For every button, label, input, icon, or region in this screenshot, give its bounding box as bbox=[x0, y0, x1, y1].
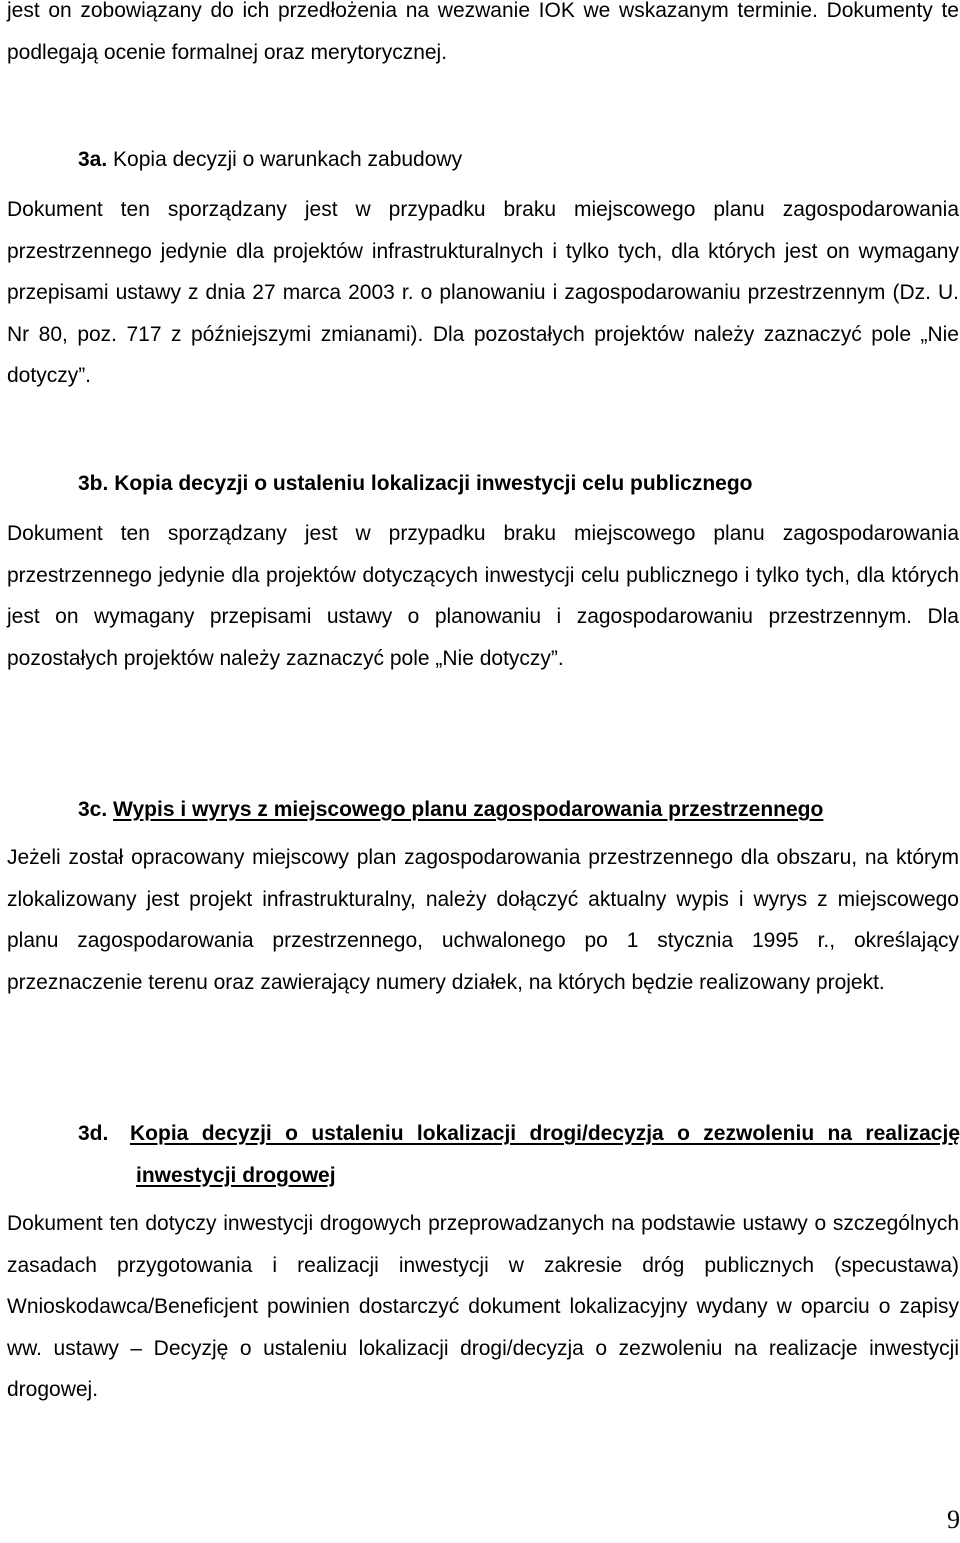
section-body-3c: Jeżeli został opracowany miejscowy plan zagospodarowania przestrzennego dla obszaru, na którym zlokalizowany jest projekt infrastrukturalny, należy dołączyć aktualny wypis i wyrys z miejscowego planu zagospodarowania przestrzennego, uchwalonego po 1 stycznia 1995 r., określający przeznaczenie terenu oraz zawierający numery działek, na których będzie realizowany projekt. bbox=[7, 846, 959, 994]
section-number-3b: 3b. bbox=[78, 472, 109, 495]
section-title-3d: Kopia decyzji o ustaleniu lokalizacji drogi/decyzja o zezwoleniu na realizację inwestycji drogowej bbox=[130, 1122, 960, 1187]
section-title-3b: Kopia decyzji o ustaleniu lokalizacji inwestycji celu publicznego bbox=[114, 472, 753, 495]
section-number-3c: 3c. bbox=[78, 798, 108, 821]
section-number-3d: 3d. bbox=[78, 1122, 109, 1145]
page-number: 9 bbox=[947, 1505, 960, 1534]
section-number-3a: 3a. bbox=[78, 148, 108, 171]
section-heading-3b bbox=[78, 463, 753, 505]
section-body-3b: Dokument ten sporządzany jest w przypadku braku miejscowego planu zagospodarowania przestrzennego jedynie dla projektów dotyczących inwestycji celu publicznego i tylko tych, dla których jest on wymagany przepisami ustawy o planowaniu i zagospodarowaniu przestrzennym. Dla pozostałych projektów należy zaznaczyć pole „Nie dotyczy”. bbox=[7, 522, 959, 670]
section-title-3c: Wypis i wyrys z miejscowego planu zagospodarowania przestrzennego bbox=[113, 798, 824, 821]
section-body-3a: Dokument ten sporządzany jest w przypadku braku miejscowego planu zagospodarowania przestrzennego jedynie dla projektów infrastrukturalnych i tylko tych, dla których jest on wymagany przepisami ustawy z dnia 27 marca 2003 r. o planowaniu i zagospodarowaniu przestrzennym (Dz. U. Nr 80, poz. 717 z późniejszymi zmianami). Dla pozostałych projektów należy zaznaczyć pole „Nie dotyczy”. bbox=[7, 198, 959, 387]
intro-paragraph: jest on zobowiązany do ich przedłożenia na wezwanie IOK we wskazanym terminie. Dokumenty te podlegają ocenie formalnej oraz merytorycznej. bbox=[7, 0, 959, 64]
section-body-3d: Dokument ten dotyczy inwestycji drogowych przeprowadzanych na podstawie ustawy o szczególnych zasadach przygotowania i realizacji inwestycji w zakresie dróg publicznych (specustawa) Wnioskodawca/Beneficjent powinien dostarczyć dokument lokalizacyjny wydany w oparciu o zapisy ww. ustawy – Decyzję o ustaleniu lokalizacji drogi/decyzja o zezwoleniu na realizacje inwestycji drogowej. bbox=[7, 1212, 959, 1401]
section-heading-3d bbox=[78, 1113, 960, 1196]
section-heading-3a bbox=[78, 139, 462, 181]
section-heading-3c bbox=[78, 789, 823, 831]
section-title-3a: Kopia decyzji o warunkach zabudowy bbox=[113, 148, 463, 171]
